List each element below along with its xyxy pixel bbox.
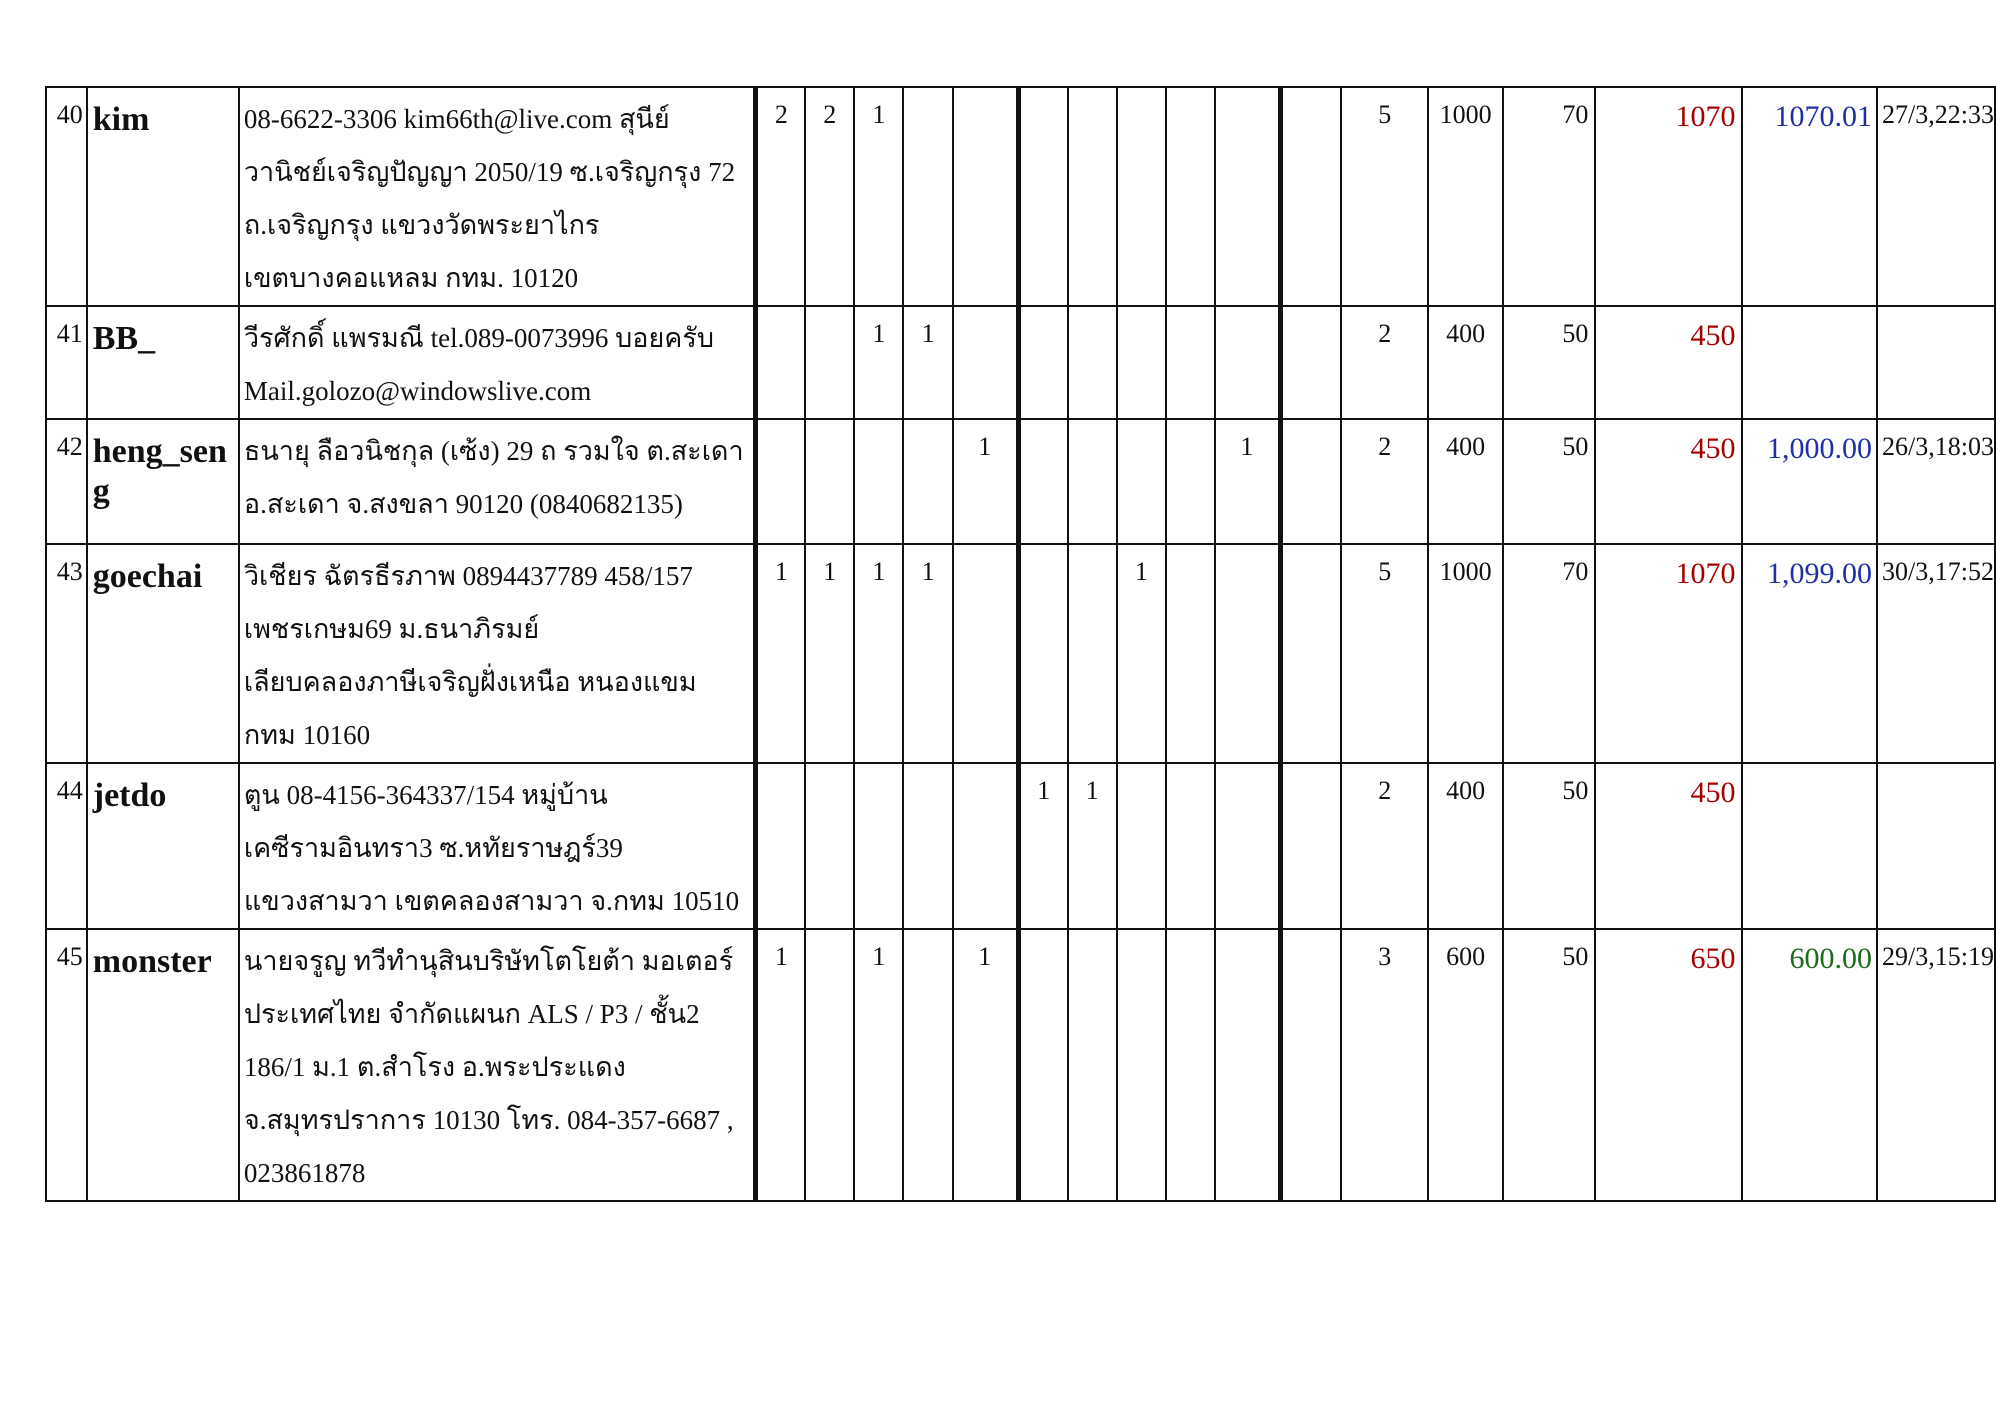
amount-due: 1070 bbox=[1595, 87, 1742, 306]
item-qty-cell bbox=[1281, 419, 1342, 544]
item-qty-cell bbox=[1166, 929, 1215, 1201]
item-qty-cell: 1 bbox=[953, 929, 1019, 1201]
address-line: 186/1 ม.1 ต.สำโรง อ.พระประแดง bbox=[243, 1052, 626, 1082]
customer-name: kim bbox=[87, 87, 239, 306]
price: 1000 bbox=[1428, 544, 1502, 763]
shipping: 50 bbox=[1503, 306, 1596, 419]
item-qty-cell bbox=[1215, 544, 1281, 763]
item-qty-cell bbox=[756, 306, 805, 419]
item-qty-cell bbox=[903, 763, 952, 929]
item-qty-cell bbox=[1117, 929, 1166, 1201]
table-row bbox=[46, 87, 1995, 306]
amount-due: 450 bbox=[1595, 306, 1742, 419]
item-qty-cell: 1 bbox=[756, 929, 805, 1201]
item-qty-cell bbox=[805, 419, 854, 544]
item-qty-cell bbox=[1018, 929, 1067, 1201]
item-qty-cell: 2 bbox=[756, 87, 805, 306]
address-line: ถ.เจริญกรุง แขวงวัดพระยาไกร bbox=[243, 210, 600, 240]
item-qty-cell bbox=[1166, 306, 1215, 419]
table-row bbox=[46, 929, 1995, 1201]
item-qty-cell bbox=[1117, 419, 1166, 544]
shipping: 50 bbox=[1503, 929, 1596, 1201]
payment-time: 27/3,22:33 bbox=[1877, 87, 1995, 306]
item-qty-cell bbox=[805, 929, 854, 1201]
item-qty-cell bbox=[953, 87, 1019, 306]
table-row bbox=[46, 419, 1995, 544]
payment-time bbox=[1877, 763, 1995, 929]
table-row bbox=[46, 306, 1995, 419]
item-qty-cell bbox=[1166, 419, 1215, 544]
item-qty-cell bbox=[1281, 306, 1342, 419]
item-qty-cell bbox=[1018, 544, 1067, 763]
address-line: เพชรเกษม69 ม.ธนาภิรมย์ bbox=[243, 614, 540, 644]
amount-paid bbox=[1742, 763, 1877, 929]
address-line: ธนายุ ลือวนิชกุล (เซ้ง) 29 ถ รวมใจ ต.สะเดา bbox=[243, 436, 744, 466]
item-qty-cell bbox=[1281, 544, 1342, 763]
address-line: Mail.golozo@windowslive.com bbox=[243, 376, 592, 406]
address-line: 023861878 bbox=[243, 1158, 366, 1188]
item-qty-cell bbox=[953, 306, 1019, 419]
item-qty-cell bbox=[1281, 87, 1342, 306]
address-line: เลียบคลองภาษีเจริญฝั่งเหนือ หนองแขม bbox=[243, 667, 697, 697]
shipping: 70 bbox=[1503, 544, 1596, 763]
item-qty-cell bbox=[805, 306, 854, 419]
item-qty-cell: 1 bbox=[953, 419, 1019, 544]
item-qty-cell: 1 bbox=[1215, 419, 1281, 544]
address-line: 08-6622-3306 kim66th@live.com สุนีย์ bbox=[243, 104, 670, 134]
item-qty-cell: 1 bbox=[756, 544, 805, 763]
address-line: เขตบางคอแหลม กทม. 10120 bbox=[243, 263, 579, 293]
address-line: ประเทศไทย จำกัดแผนก ALS / P3 / ชั้น2 bbox=[243, 999, 700, 1029]
order-table bbox=[45, 86, 1996, 1202]
item-qty-cell bbox=[1215, 87, 1281, 306]
shipping: 50 bbox=[1503, 763, 1596, 929]
customer-address bbox=[239, 544, 756, 763]
address-line: แขวงสามวา เขตคลองสามวา จ.กทม 10510 bbox=[243, 886, 740, 916]
item-qty-cell: 2 bbox=[805, 87, 854, 306]
item-qty-cell bbox=[854, 419, 903, 544]
item-qty-cell bbox=[1068, 419, 1117, 544]
total-qty: 2 bbox=[1341, 419, 1428, 544]
item-qty-cell bbox=[1068, 87, 1117, 306]
table-row bbox=[46, 763, 1995, 929]
item-qty-cell bbox=[1117, 87, 1166, 306]
amount-due: 450 bbox=[1595, 419, 1742, 544]
item-qty-cell bbox=[805, 763, 854, 929]
price: 1000 bbox=[1428, 87, 1502, 306]
item-qty-cell: 1 bbox=[903, 544, 952, 763]
address-line: วีรศักดิ์ แพรมณี tel.089-0073996 บอยครับ bbox=[243, 323, 714, 353]
item-qty-cell bbox=[1117, 306, 1166, 419]
address-line: วิเชียร ฉัตรธีรภาพ 0894437789 458/157 bbox=[243, 561, 693, 591]
item-qty-cell bbox=[903, 929, 952, 1201]
item-qty-cell bbox=[1215, 929, 1281, 1201]
item-qty-cell: 1 bbox=[854, 929, 903, 1201]
total-qty: 3 bbox=[1341, 929, 1428, 1201]
payment-time: 26/3,18:03 bbox=[1877, 419, 1995, 544]
item-qty-cell bbox=[903, 87, 952, 306]
item-qty-cell: 1 bbox=[805, 544, 854, 763]
item-qty-cell: 1 bbox=[854, 306, 903, 419]
payment-time: 29/3,15:19 bbox=[1877, 929, 1995, 1201]
total-qty: 2 bbox=[1341, 306, 1428, 419]
item-qty-cell bbox=[953, 544, 1019, 763]
item-qty-cell bbox=[953, 763, 1019, 929]
customer-address bbox=[239, 419, 756, 544]
item-qty-cell bbox=[1215, 306, 1281, 419]
customer-name: jetdo bbox=[87, 763, 239, 929]
price: 600 bbox=[1428, 929, 1502, 1201]
price: 400 bbox=[1428, 306, 1502, 419]
amount-paid bbox=[1742, 306, 1877, 419]
customer-address bbox=[239, 763, 756, 929]
amount-paid: 1,000.00 bbox=[1742, 419, 1877, 544]
item-qty-cell bbox=[1018, 87, 1067, 306]
item-qty-cell: 1 bbox=[854, 544, 903, 763]
item-qty-cell bbox=[1068, 544, 1117, 763]
address-line: อ.สะเดา จ.สงขลา 90120 (0840682135) bbox=[243, 489, 683, 519]
item-qty-cell bbox=[1215, 763, 1281, 929]
customer-address bbox=[239, 87, 756, 306]
item-qty-cell: 1 bbox=[854, 87, 903, 306]
amount-paid: 1,099.00 bbox=[1742, 544, 1877, 763]
address-line: จ.สมุทรปราการ 10130 โทร. 084-357-6687 , bbox=[243, 1105, 734, 1135]
item-qty-cell bbox=[1281, 763, 1342, 929]
address-line: วานิชย์เจริญปัญญา 2050/19 ซ.เจริญกรุง 72 bbox=[243, 157, 736, 187]
item-qty-cell bbox=[1018, 419, 1067, 544]
address-line: เคซีรามอินทรา3 ซ.หทัยราษฎร์39 bbox=[243, 833, 623, 863]
item-qty-cell: 1 bbox=[1018, 763, 1067, 929]
total-qty: 5 bbox=[1341, 544, 1428, 763]
row-number: 41 bbox=[46, 306, 87, 419]
row-number: 45 bbox=[46, 929, 87, 1201]
customer-name: monster bbox=[87, 929, 239, 1201]
price: 400 bbox=[1428, 763, 1502, 929]
customer-address bbox=[239, 306, 756, 419]
table-row bbox=[46, 544, 1995, 763]
customer-name: heng_seng bbox=[87, 419, 239, 544]
amount-due: 1070 bbox=[1595, 544, 1742, 763]
amount-due: 650 bbox=[1595, 929, 1742, 1201]
amount-due: 450 bbox=[1595, 763, 1742, 929]
item-qty-cell: 1 bbox=[1068, 763, 1117, 929]
payment-time bbox=[1877, 306, 1995, 419]
payment-time: 30/3,17:52 bbox=[1877, 544, 1995, 763]
item-qty-cell bbox=[903, 419, 952, 544]
item-qty-cell bbox=[1018, 306, 1067, 419]
customer-name: goechai bbox=[87, 544, 239, 763]
row-number: 43 bbox=[46, 544, 87, 763]
shipping: 70 bbox=[1503, 87, 1596, 306]
item-qty-cell: 1 bbox=[903, 306, 952, 419]
row-number: 42 bbox=[46, 419, 87, 544]
customer-name: BB_ bbox=[87, 306, 239, 419]
amount-paid: 600.00 bbox=[1742, 929, 1877, 1201]
row-number: 44 bbox=[46, 763, 87, 929]
item-qty-cell bbox=[1117, 763, 1166, 929]
shipping: 50 bbox=[1503, 419, 1596, 544]
item-qty-cell bbox=[1166, 544, 1215, 763]
address-line: นายจรูญ ทวีทำนุสินบริษัทโตโยต้า มอเตอร์ bbox=[243, 946, 734, 976]
item-qty-cell: 1 bbox=[1117, 544, 1166, 763]
row-number: 40 bbox=[46, 87, 87, 306]
item-qty-cell bbox=[1166, 763, 1215, 929]
item-qty-cell bbox=[756, 419, 805, 544]
customer-address bbox=[239, 929, 756, 1201]
item-qty-cell bbox=[1068, 306, 1117, 419]
address-line: กทม 10160 bbox=[243, 720, 371, 750]
item-qty-cell bbox=[1281, 929, 1342, 1201]
item-qty-cell bbox=[756, 763, 805, 929]
amount-paid: 1070.01 bbox=[1742, 87, 1877, 306]
total-qty: 2 bbox=[1341, 763, 1428, 929]
price: 400 bbox=[1428, 419, 1502, 544]
address-line: ตูน 08-4156-364337/154 หมู่บ้าน bbox=[243, 780, 608, 810]
item-qty-cell bbox=[854, 763, 903, 929]
item-qty-cell bbox=[1068, 929, 1117, 1201]
total-qty: 5 bbox=[1341, 87, 1428, 306]
item-qty-cell bbox=[1166, 87, 1215, 306]
